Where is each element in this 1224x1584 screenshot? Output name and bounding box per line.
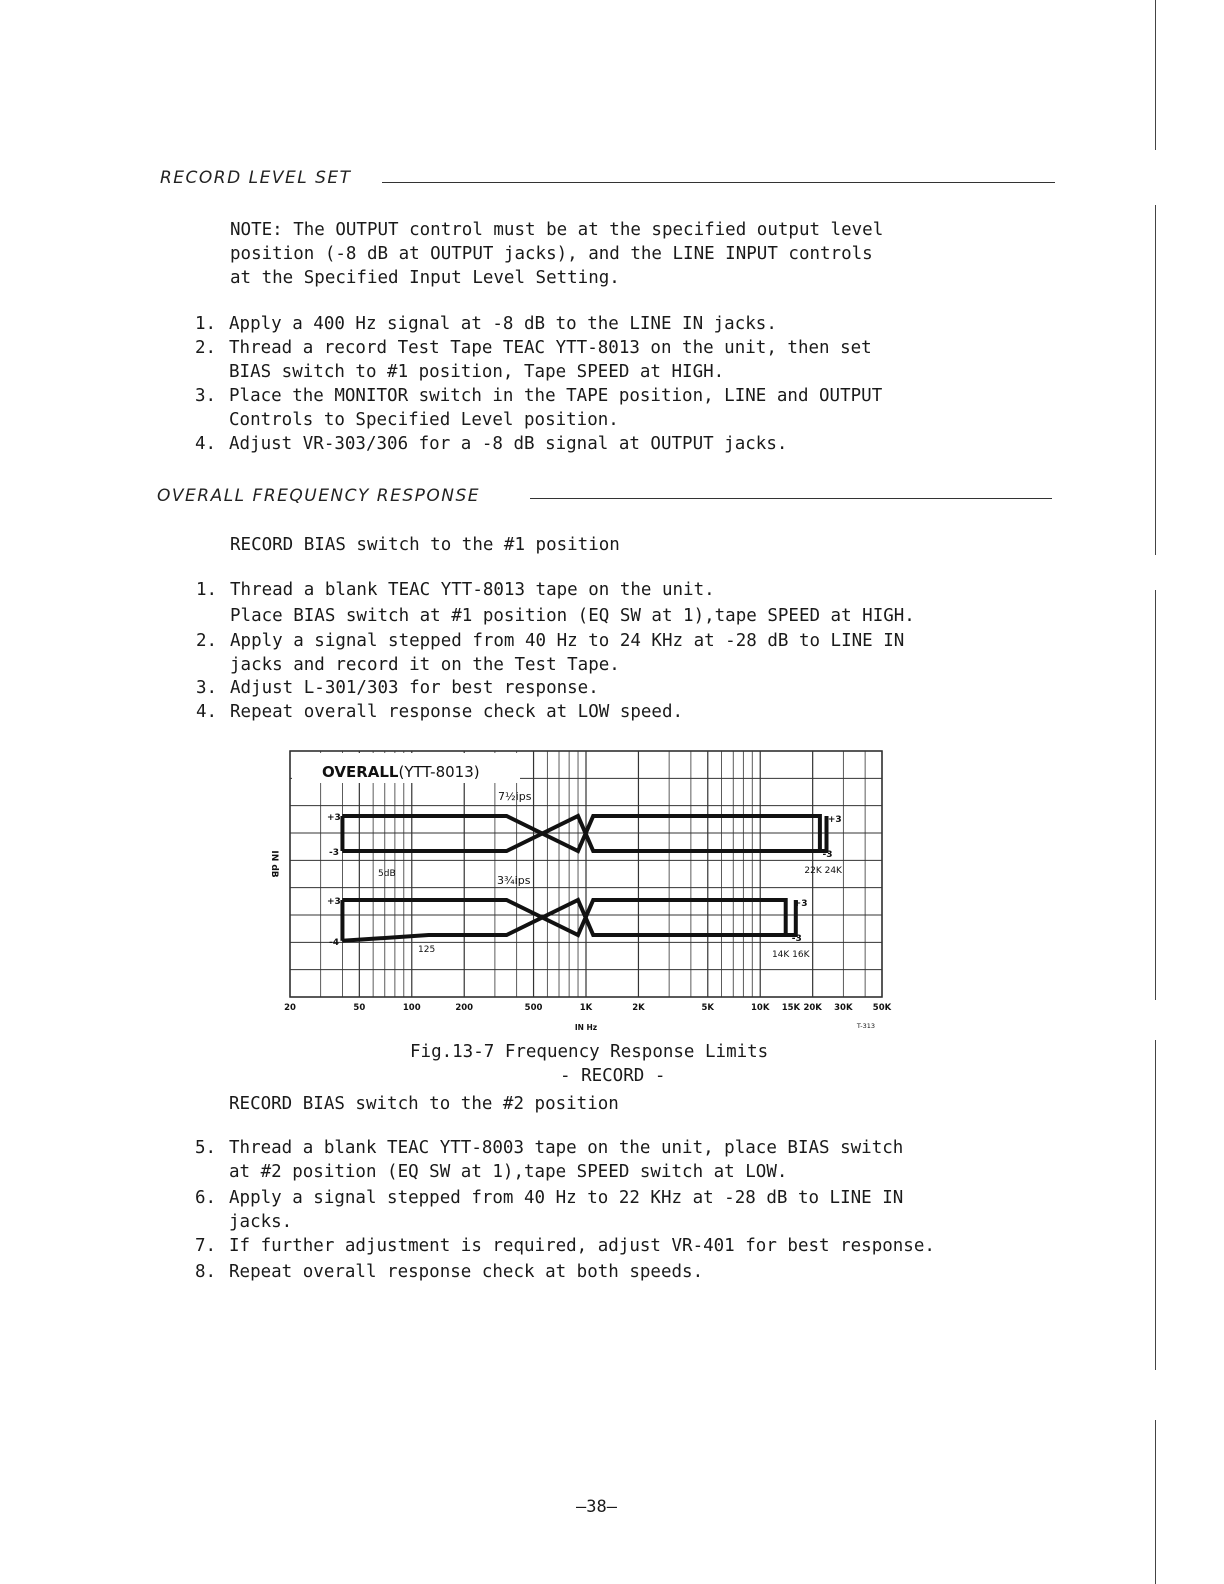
- x-tick-label: 10K: [751, 1003, 770, 1013]
- item-text: Place BIAS switch at #1 position (EQ SW at 1),tape SPEED at HIGH.: [230, 606, 915, 626]
- intro-text: RECORD BIAS switch to the #2 position: [229, 1094, 619, 1114]
- limit-label: +3: [827, 815, 842, 825]
- item-text: Adjust L-301/303 for best response.: [230, 678, 599, 698]
- x-tick-label: 20: [284, 1003, 296, 1013]
- scan-edge-line: [1155, 0, 1156, 150]
- intro-text: RECORD BIAS switch to the #1 position: [230, 535, 620, 555]
- item-number: 4.: [195, 434, 217, 454]
- x-axis-label: IN Hz: [574, 1023, 598, 1032]
- item-text: If further adjustment is required, adjust VR-401 for best response.: [229, 1236, 935, 1256]
- item-text: Thread a record Test Tape TEAC YTT-8013 on the unit, then set BIAS switch to #1 position, Tape SPEED at HIGH.: [229, 338, 872, 382]
- end-frequency-labels: 22K 24K: [804, 866, 842, 876]
- x-tick-label: 50K: [872, 1003, 892, 1013]
- step-label: 5dB: [378, 869, 396, 879]
- page-number: —38—: [576, 1497, 617, 1517]
- item-number: 1.: [196, 580, 218, 600]
- item-number: 7.: [195, 1236, 217, 1256]
- item-number: 3.: [196, 678, 218, 698]
- x-tick-label: 100: [402, 1003, 421, 1013]
- chart-title: OVERALL(YTT-8013): [322, 763, 480, 781]
- item-number: 6.: [195, 1188, 217, 1208]
- item-text: Thread a blank TEAC YTT-8003 tape on the unit, place BIAS switch at #2 position (EQ SW at 1),tape SPEED switch at LOW.: [229, 1138, 904, 1182]
- x-tick-label: 15K: [781, 1003, 801, 1013]
- x-tick-label: 1K: [579, 1003, 593, 1013]
- limit-label: +3: [793, 899, 808, 909]
- item-number: 3.: [195, 386, 217, 406]
- figure-caption: Fig.13-7 Frequency Response Limits: [410, 1042, 769, 1062]
- step-label: 125: [418, 945, 436, 955]
- chart-labels: [269, 753, 892, 1032]
- x-tick-label: 50: [353, 1003, 366, 1013]
- x-tick-label: 20K: [803, 1003, 822, 1013]
- item-text: Apply a 400 Hz signal at -8 dB to the LINE IN jacks.: [229, 314, 777, 334]
- limit-label: +3: [327, 813, 341, 823]
- figure-subcaption: - RECORD -: [560, 1066, 666, 1086]
- scan-edge-line: [1155, 590, 1156, 1000]
- item-text: Apply a signal stepped from 40 Hz to 24 KHz at -28 dB to LINE IN jacks and record it on the Test Tape.: [230, 631, 905, 675]
- item-text: Apply a signal stepped from 40 Hz to 22 KHz at -28 dB to LINE IN jacks.: [229, 1188, 904, 1232]
- item-number: 5.: [195, 1138, 217, 1158]
- limit-label: -3: [822, 850, 833, 860]
- scan-edge-line: [1155, 1420, 1156, 1584]
- speed-label: 3¾ips: [497, 874, 531, 887]
- x-tick-label: 30K: [834, 1003, 853, 1013]
- end-frequency-labels: 14K 16K: [771, 950, 810, 960]
- section-title-record-level-set: RECORD LEVEL SET: [160, 168, 352, 188]
- scan-edge-line: [1155, 1040, 1156, 1370]
- note-text: NOTE: The OUTPUT control must be at the specified output level position (-8 dB at OUTPUT jacks), and the LINE INPUT controls at the Specified Input Level Setting.: [230, 220, 884, 288]
- scan-edge-line: [1155, 205, 1156, 555]
- item-text: Place the MONITOR switch in the TAPE position, LINE and OUTPUT Controls to Specified Level position.: [229, 386, 883, 430]
- limit-label: -3: [329, 848, 339, 858]
- item-text: Thread a blank TEAC YTT-8013 tape on the unit.: [230, 580, 715, 600]
- x-tick-label: 2K: [632, 1003, 645, 1013]
- item-text: Repeat overall response check at LOW speed.: [230, 702, 684, 722]
- speed-label: 7½ips: [498, 790, 532, 803]
- limit-label: -4: [329, 937, 339, 948]
- section-title-overall-frequency-response: OVERALL FREQUENCY RESPONSE: [157, 486, 481, 506]
- figure-code: T-313: [856, 1022, 876, 1030]
- y-axis-label: IN dB: [269, 850, 279, 878]
- item-number: 2.: [195, 338, 217, 358]
- item-number: 1.: [195, 314, 217, 334]
- limit-label: +3: [327, 897, 341, 907]
- x-tick-label: 200: [455, 1003, 474, 1013]
- x-tick-label: 5K: [701, 1003, 715, 1013]
- item-number: 2.: [196, 631, 218, 651]
- x-tick-label: 500: [524, 1003, 543, 1013]
- chart-curves: [342, 816, 826, 941]
- limit-label: -3: [791, 934, 802, 944]
- item-number: 8.: [195, 1262, 217, 1282]
- item-number: 4.: [196, 702, 218, 722]
- item-text: Repeat overall response check at both speeds.: [229, 1262, 704, 1282]
- item-text: Adjust VR-303/306 for a -8 dB signal at OUTPUT jacks.: [229, 434, 788, 454]
